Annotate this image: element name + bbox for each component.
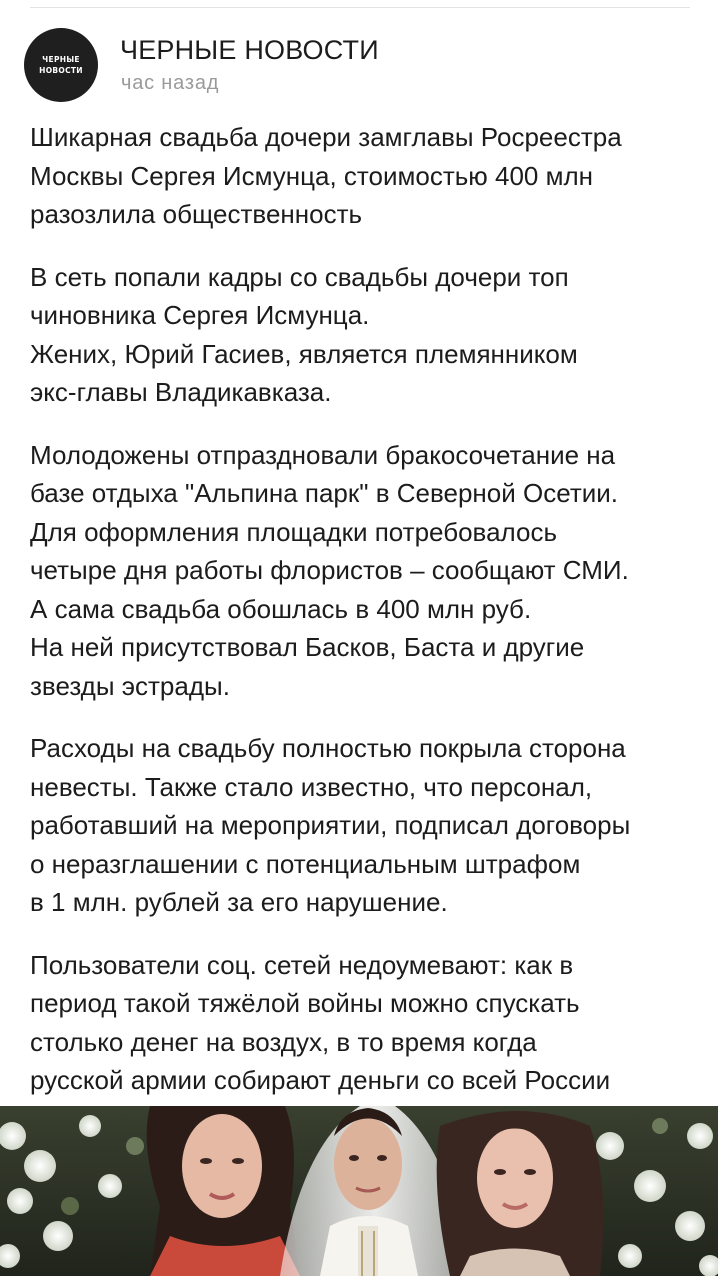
post-header xyxy=(24,28,684,102)
channel-name[interactable]: ЧЕРНЫЕ НОВОСТИ xyxy=(120,35,379,65)
channel-avatar[interactable] xyxy=(24,28,98,102)
avatar-text-line1: ЧЕРНЫЕ xyxy=(42,55,80,64)
post-paragraph-3: Молодожены отпраздновали бракосочетание на базе отдыха "Альпина парк" в Северной Осетии. Для оформления площадки потребовалось четыре дня работы флористов – сообщают СМИ. А сама свадьба обошлась в 400 млн руб. На ней присутствовал Басков, Баста и другие звезды эстрады. xyxy=(30,439,629,701)
post-photo[interactable] xyxy=(0,1106,718,1276)
post-timestamp[interactable]: час назад xyxy=(121,72,220,94)
post-paragraph-5: Пользователи соц. сетей недоумевают: как в период такой тяжёлой войны можно спускать столько денег на воздух, в то время когда русской армии собирают деньги со всей России xyxy=(30,949,611,1095)
post-paragraph-4: Расходы на свадьбу полностью покрыла сторона невесты. Также стало известно, что персонал, работавший на мероприятии, подписал договоры о неразглашении с потенциальным штрафом в 1 млн. рублей за его нарушение. xyxy=(30,733,631,917)
photo-person-left xyxy=(147,1106,300,1276)
post-paragraph-1: Шикарная свадьба дочери замглавы Росреестра Москвы Сергея Исмунца, стоимостью 400 млн разозлила общественность xyxy=(30,122,622,229)
avatar-text-line2: НОВОСТИ xyxy=(39,66,83,75)
post-paragraph-2: В сеть попали кадры со свадьбы дочери топ чиновника Сергея Исмунца. Жених, Юрий Гасиев, является племянником экс-главы Владикавказа. xyxy=(30,261,578,407)
top-divider xyxy=(30,7,690,8)
photo-person-right xyxy=(437,1111,604,1276)
post-text xyxy=(30,118,698,1124)
